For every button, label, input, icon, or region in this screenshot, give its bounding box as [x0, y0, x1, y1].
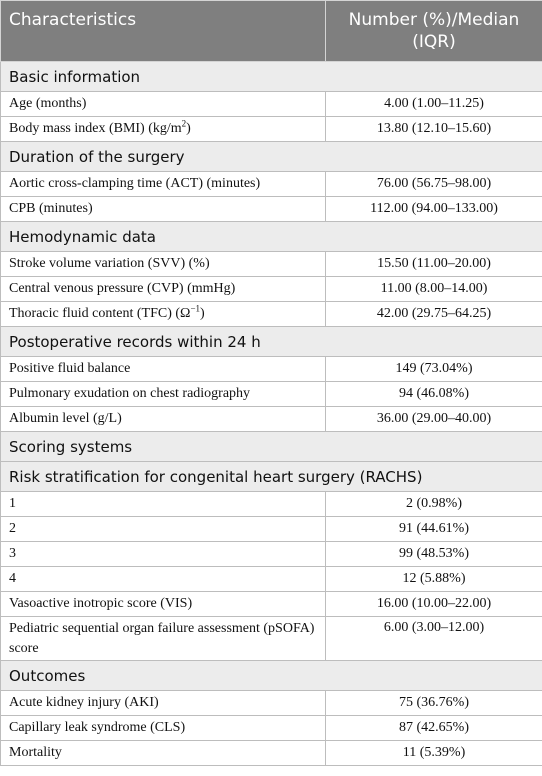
table-row	[1, 691, 542, 716]
table-row	[1, 357, 542, 382]
row-value: 76.00 (56.75–98.00)	[326, 172, 542, 197]
row-value: 15.50 (11.00–20.00)	[326, 252, 542, 277]
row-value: 36.00 (29.00–40.00)	[326, 407, 542, 432]
row-value: 87 (42.65%)	[326, 716, 542, 741]
row-label	[1, 517, 326, 542]
row-label-suffix: )	[200, 306, 205, 321]
row-value: 6.00 (3.00–12.00)	[326, 617, 542, 661]
row-label-text: Pediatric sequential organ failure assessment (pSOFA) score	[9, 620, 315, 656]
table-row	[1, 517, 542, 542]
section-title: Duration of the surgery	[1, 142, 542, 172]
row-label	[1, 691, 326, 716]
row-label-text: 1	[9, 496, 16, 511]
row-label-text: Aortic cross-clamping time (ACT) (minutes)	[9, 176, 261, 191]
section-header-row	[1, 62, 542, 92]
row-label-text: Stroke volume variation (SVV) (%)	[9, 256, 210, 271]
row-value: 75 (36.76%)	[326, 691, 542, 716]
row-value: 99 (48.53%)	[326, 542, 542, 567]
section-title: Basic information	[1, 62, 542, 92]
table-row	[1, 117, 542, 142]
table-row	[1, 197, 542, 222]
section-title: Postoperative records within 24 h	[1, 327, 542, 357]
row-value: 112.00 (94.00–133.00)	[326, 197, 542, 222]
row-value: 42.00 (29.75–64.25)	[326, 302, 542, 327]
row-label-text: 2	[9, 521, 16, 536]
table-row	[1, 172, 542, 197]
header-characteristics: Characteristics	[1, 1, 326, 62]
row-label-text: Central venous pressure (CVP) (mmHg)	[9, 281, 236, 296]
table-row	[1, 92, 542, 117]
row-label-text: Body mass index (BMI) (kg/m	[9, 121, 182, 136]
table-row	[1, 407, 542, 432]
table-body	[1, 62, 542, 766]
row-label-text: 4	[9, 571, 16, 586]
row-value: 4.00 (1.00–11.25)	[326, 92, 542, 117]
row-label-text: Acute kidney injury (AKI)	[9, 695, 159, 710]
header-number-median: Number (%)/Median (IQR)	[326, 1, 542, 62]
section-title: Outcomes	[1, 661, 542, 691]
row-value: 11 (5.39%)	[326, 741, 542, 766]
row-label	[1, 492, 326, 517]
row-label-text: Vasoactive inotropic score (VIS)	[9, 596, 193, 611]
row-value: 11.00 (8.00–14.00)	[326, 277, 542, 302]
table-row	[1, 592, 542, 617]
section-header-row	[1, 661, 542, 691]
section-header-row	[1, 327, 542, 357]
row-label	[1, 382, 326, 407]
row-label-superscript: −1	[190, 303, 201, 314]
row-label	[1, 302, 326, 327]
row-label	[1, 172, 326, 197]
table-row	[1, 252, 542, 277]
row-label	[1, 117, 326, 142]
table-row	[1, 617, 542, 661]
row-label-text: Positive fluid balance	[9, 361, 131, 376]
row-label-text: 3	[9, 546, 16, 561]
row-value: 149 (73.04%)	[326, 357, 542, 382]
row-value: 13.80 (12.10–15.60)	[326, 117, 542, 142]
row-label	[1, 252, 326, 277]
row-label	[1, 197, 326, 222]
table-row	[1, 567, 542, 592]
row-label-text: CPB (minutes)	[9, 201, 93, 216]
table-row	[1, 741, 542, 766]
row-label-suffix: )	[186, 121, 191, 136]
row-label	[1, 542, 326, 567]
row-label-text: Pulmonary exudation on chest radiography	[9, 386, 251, 401]
row-value: 94 (46.08%)	[326, 382, 542, 407]
section-header-row	[1, 222, 542, 252]
row-value: 12 (5.88%)	[326, 567, 542, 592]
section-title: Hemodynamic data	[1, 222, 542, 252]
row-label	[1, 567, 326, 592]
row-label-text: Thoracic fluid content (TFC) (Ω	[9, 306, 191, 321]
table-row	[1, 382, 542, 407]
row-label	[1, 92, 326, 117]
row-value: 91 (44.61%)	[326, 517, 542, 542]
table-row	[1, 277, 542, 302]
section-header-row	[1, 462, 542, 492]
row-label	[1, 592, 326, 617]
section-header-row	[1, 432, 542, 462]
table-row	[1, 542, 542, 567]
row-label-text: Albumin level (g/L)	[9, 411, 122, 426]
section-title: Risk stratification for congenital heart surgery (RACHS)	[1, 462, 542, 492]
row-label	[1, 716, 326, 741]
row-label	[1, 407, 326, 432]
row-label-text: Mortality	[9, 745, 62, 760]
table-row	[1, 492, 542, 517]
section-header-row	[1, 142, 542, 172]
table-header-row	[1, 1, 542, 62]
row-label-text: Age (months)	[9, 96, 87, 111]
table-row	[1, 302, 542, 327]
row-label-superscript: 2	[181, 118, 187, 129]
row-value: 16.00 (10.00–22.00)	[326, 592, 542, 617]
row-label	[1, 741, 326, 766]
table-row	[1, 716, 542, 741]
row-label	[1, 277, 326, 302]
row-label	[1, 357, 326, 382]
section-title: Scoring systems	[1, 432, 542, 462]
row-value: 2 (0.98%)	[326, 492, 542, 517]
row-label	[1, 617, 326, 661]
row-label-text: Capillary leak syndrome (CLS)	[9, 720, 186, 735]
